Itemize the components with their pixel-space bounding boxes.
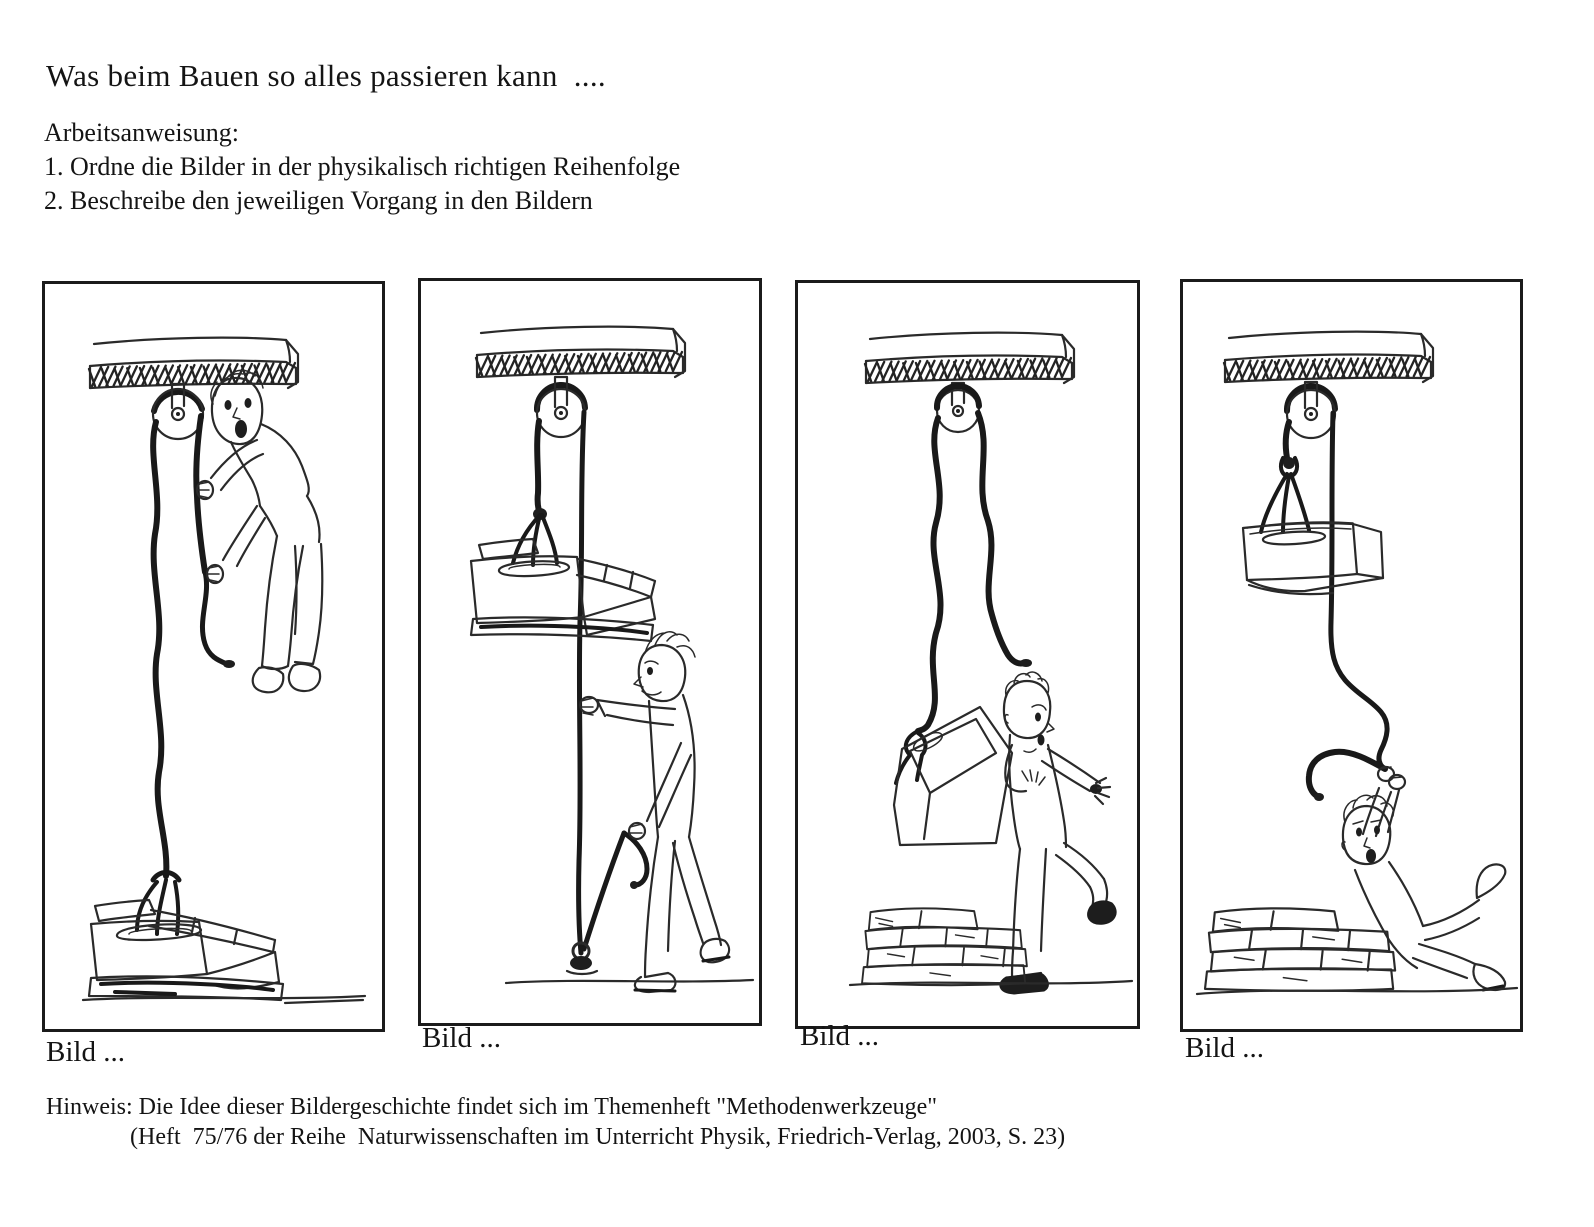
wooden-beam (476, 327, 685, 377)
falling-worker (1342, 767, 1505, 990)
slack-rope (896, 413, 1032, 783)
page-title: Was beim Bauen so alles passieren kann .... (46, 58, 606, 93)
panel-3 (795, 280, 1140, 1029)
footer-note-line-1: Hinweis: Die Idee dieser Bildergeschichte findet sich im Themenheft "Methodenwerkzeuge" (46, 1094, 938, 1120)
wooden-beam (89, 338, 298, 388)
wooden-beam (865, 333, 1074, 383)
panel-3-caption: Bild ... (800, 1020, 879, 1052)
stone-load (89, 900, 283, 1000)
instruction-step-1: 1. Ordne die Bilder in der physikalisch richtigen Reihenfolge (44, 152, 681, 181)
stone-load (471, 539, 655, 641)
panel-2-drawing (421, 281, 759, 1023)
panel-1-drawing (45, 284, 382, 1029)
pulley (153, 384, 203, 439)
empty-crate (1243, 522, 1383, 594)
brick-wall (1205, 908, 1395, 990)
panel-2-caption: Bild ... (422, 1022, 501, 1054)
pulley (937, 383, 979, 432)
footer-note-line-2: (Heft 75/76 der Reihe Naturwissenschaften im Unterricht Physik, Friedrich-Verlag, 2003, S. 23) (130, 1124, 1066, 1150)
brick-wall (862, 908, 1027, 985)
panel-2 (418, 278, 762, 1026)
standing-worker (580, 632, 729, 992)
panel-1 (42, 281, 385, 1032)
running-worker (1000, 672, 1116, 994)
ground-line (506, 980, 753, 983)
rope (513, 412, 647, 953)
hanging-boy (197, 370, 322, 692)
panel-4 (1180, 279, 1523, 1032)
wooden-beam (1224, 332, 1433, 382)
rope (137, 416, 235, 934)
instructions-heading: Arbeitsanweisung: (44, 118, 239, 147)
panel-4-drawing (1183, 282, 1520, 1029)
pulley (1287, 382, 1335, 438)
panel-1-caption: Bild ... (46, 1036, 125, 1068)
falling-crate (894, 707, 1012, 845)
rope (1261, 413, 1387, 801)
pulley (537, 377, 585, 437)
panel-3-drawing (798, 283, 1137, 1026)
ground-line (1197, 988, 1517, 994)
panel-4-caption: Bild ... (1185, 1032, 1264, 1064)
instruction-step-2: 2. Beschreibe den jeweiligen Vorgang in den Bildern (44, 186, 593, 215)
